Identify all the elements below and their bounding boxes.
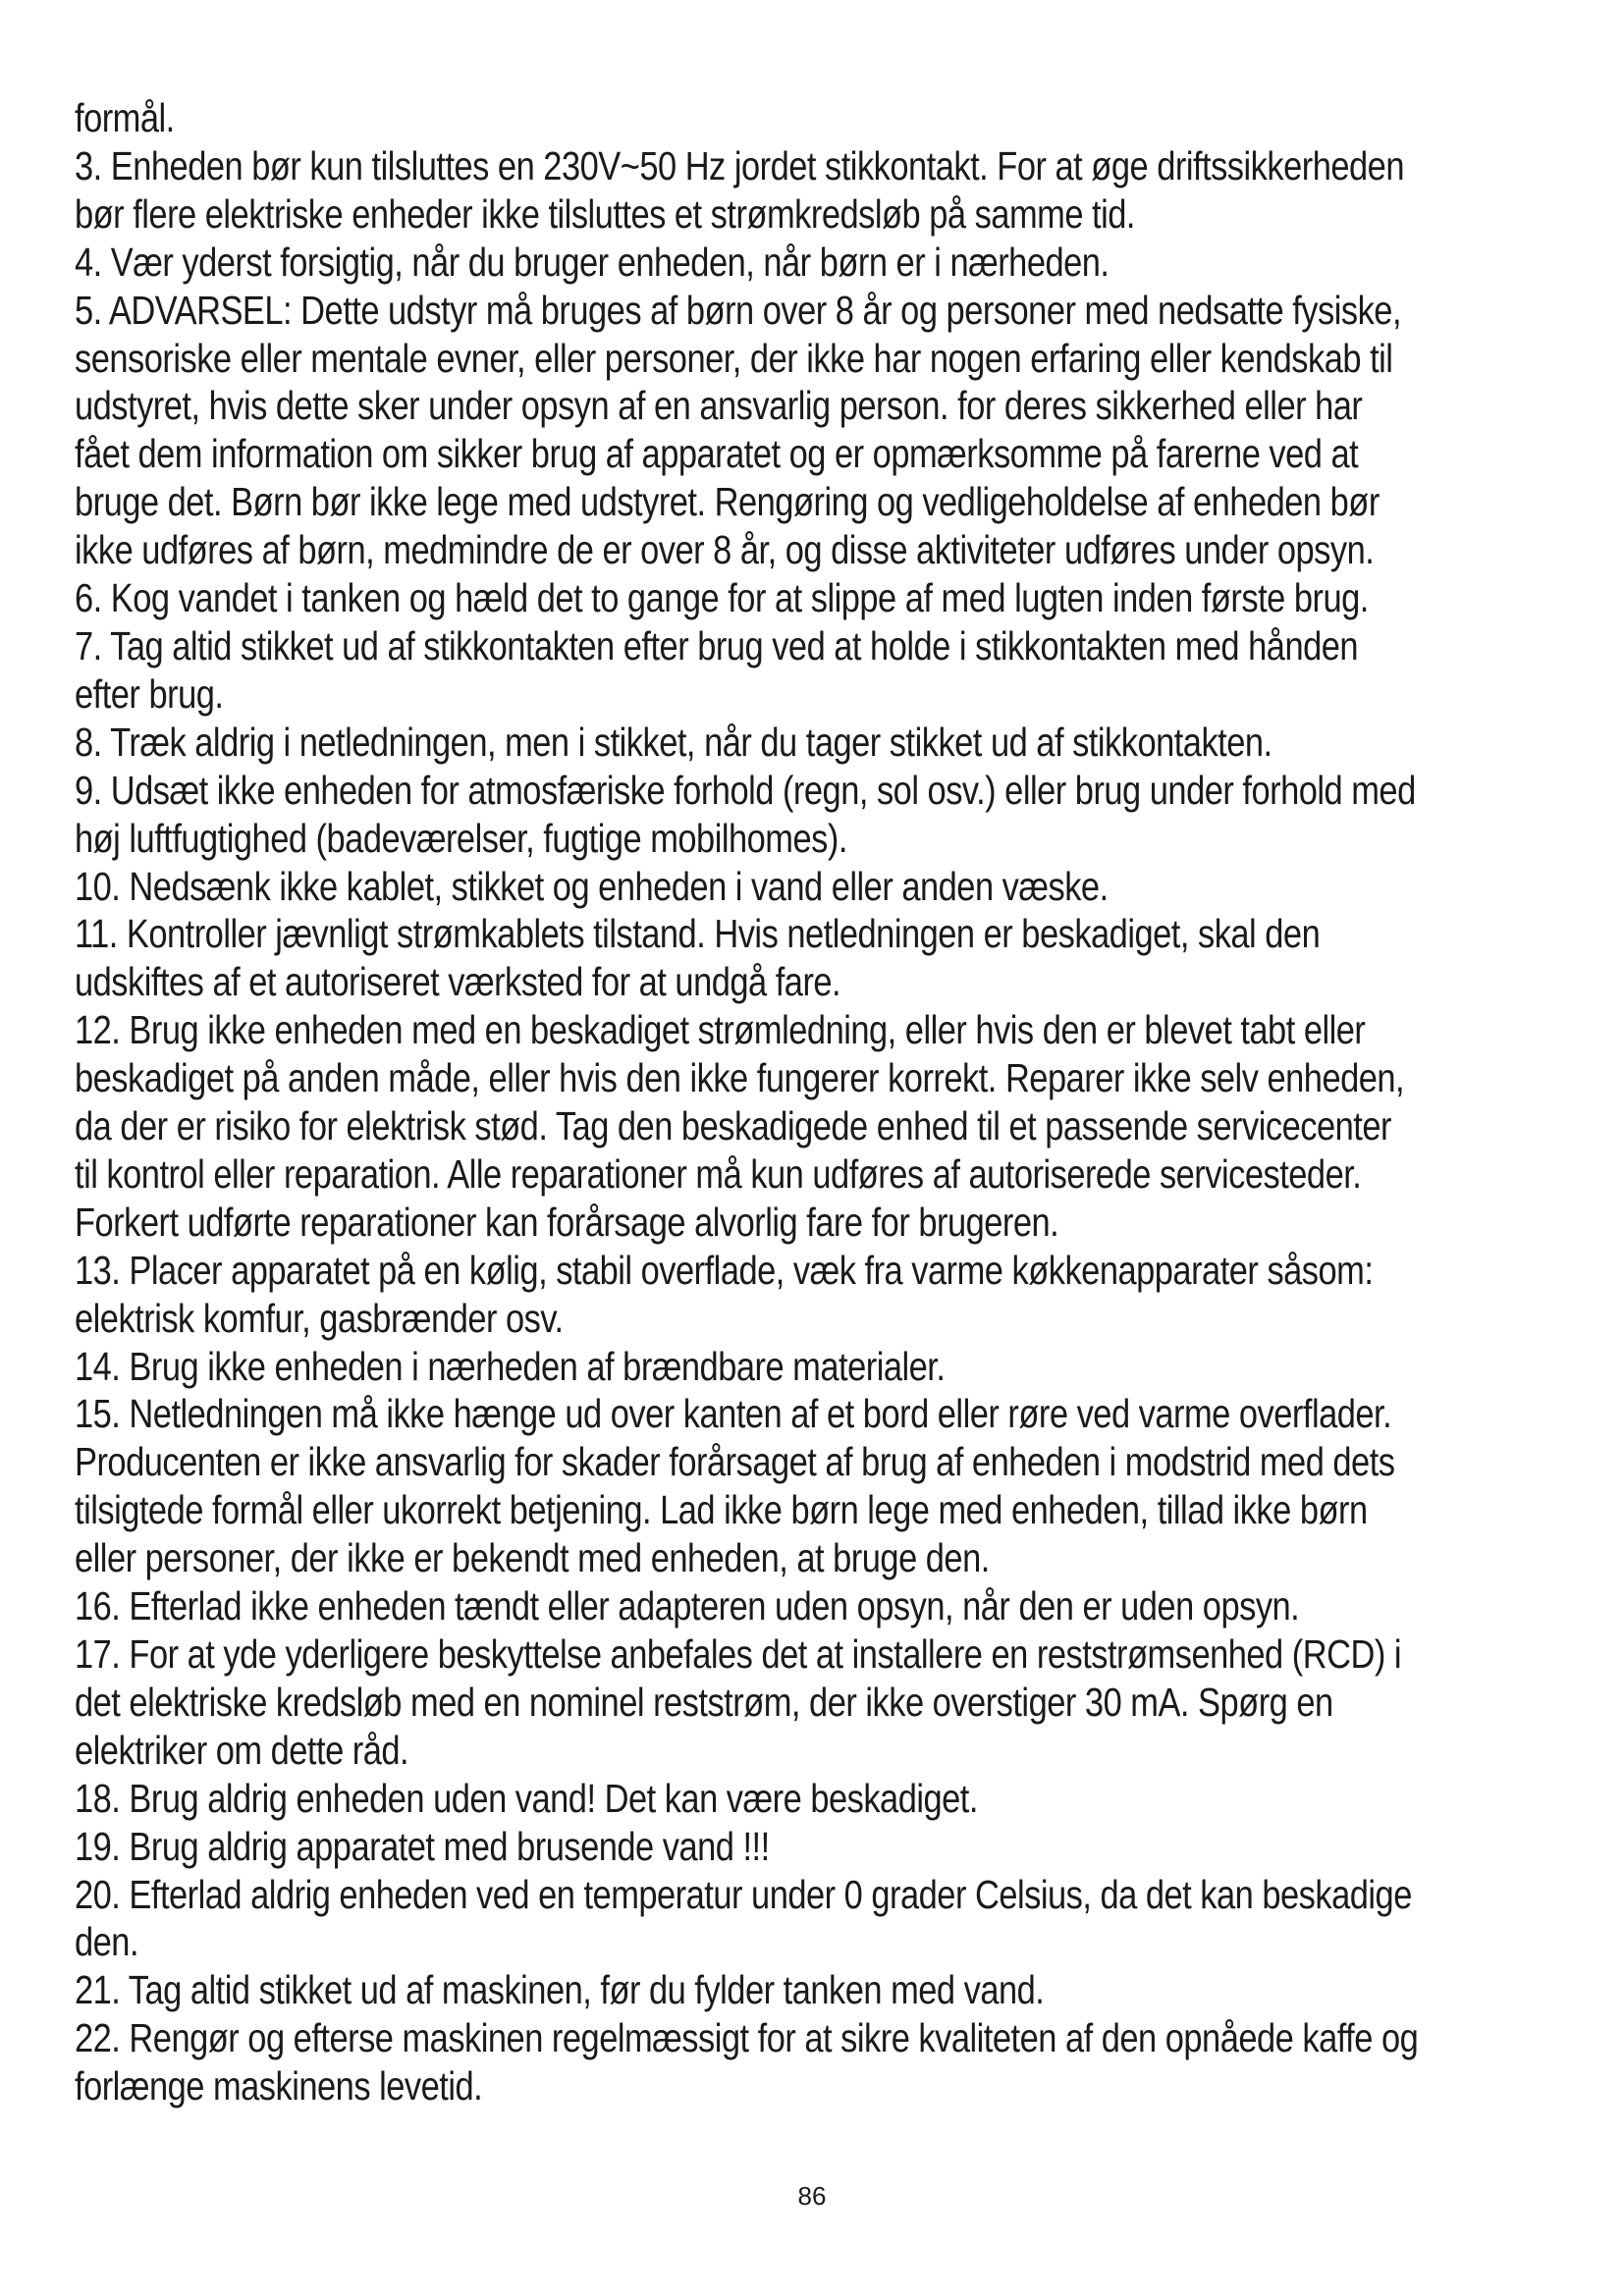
document-body <box>75 94 1577 2110</box>
text-line: udstyret, hvis dette sker under opsyn af en ansvarlig person. for deres sikkerhed eller har <box>75 383 1363 429</box>
text-line: 3. Enheden bør kun tilsluttes en 230V~50 Hz jordet stikkontakt. For at øge driftssikkerheden <box>75 142 1404 188</box>
text-line: bør flere elektriske enheder ikke tilsluttes et strømkredsløb på samme tid. <box>75 190 1135 237</box>
text-line: 15. Netledningen må ikke hænge ud over kanten af et bord eller røre ved varme overflader. <box>75 1391 1392 1437</box>
text-line: 17. For at yde yderligere beskyttelse anbefales det at installere en reststrømsenhed (RCD) i <box>75 1631 1402 1677</box>
text-line: 18. Brug aldrig enheden uden vand! Det kan være beskadiget. <box>75 1775 978 1821</box>
text-line: 22. Rengør og efterse maskinen regelmæssigt for at sikre kvaliteten af den opnåede kaffe og <box>75 2015 1419 2061</box>
text-line: 11. Kontroller jævnligt strømkablets tilstand. Hvis netledningen er beskadiget, skal den <box>75 911 1321 957</box>
text-line: eller personer, der ikke er bekendt med enheden, at bruge den. <box>75 1535 990 1581</box>
page-number: 86 <box>797 2181 827 2211</box>
text-line: formål. <box>75 95 175 140</box>
text-line: efter brug. <box>75 670 224 717</box>
text-line: 9. Udsæt ikke enheden for atmosfæriske forhold (regn, sol osv.) eller brug under forhold med <box>75 767 1416 813</box>
text-line: 12. Brug ikke enheden med en beskadiget strømledning, eller hvis den er blevet tabt eller <box>75 1007 1366 1053</box>
text-line: bruge det. Børn bør ikke lege med udstyret. Rengøring og vedligeholdelse af enheden bør <box>75 479 1380 525</box>
text-line: elektrisk komfur, gasbrænder osv. <box>75 1295 564 1341</box>
text-line: 19. Brug aldrig apparatet med brusende vand !!! <box>75 1823 770 1869</box>
text-line: 10. Nedsænk ikke kablet, stikket og enheden i vand eller anden væske. <box>75 863 1109 909</box>
text-line: 4. Vær yderst forsigtig, når du bruger enheden, når børn er i nærheden. <box>75 239 1110 285</box>
text-line: ikke udføres af børn, medmindre de er over 8 år, og disse aktiviteter udføres under opsyn. <box>75 527 1375 573</box>
text-line: Producenten er ikke ansvarlig for skader forårsaget af brug af enheden i modstrid med dets <box>75 1439 1395 1485</box>
text-line: høj luftfugtighed (badeværelser, fugtige mobilhomes). <box>75 815 847 861</box>
text-line: forlænge maskinens levetid. <box>75 2063 483 2109</box>
text-line: 8. Træk aldrig i netledningen, men i stikket, når du tager stikket ud af stikkontakten. <box>75 719 1272 765</box>
text-line: fået dem information om sikker brug af apparatet og er opmærksomme på farerne ved at <box>75 431 1359 477</box>
text-line: beskadiget på anden måde, eller hvis den ikke fungerer korrekt. Reparer ikke selv enheden, <box>75 1055 1405 1101</box>
text-line: udskiftes af et autoriseret værksted for at undgå fare. <box>75 959 841 1005</box>
text-line: da der er risiko for elektrisk stød. Tag den beskadigede enhed til et passende servicecenter <box>75 1103 1391 1149</box>
text-line: 13. Placer apparatet på en kølig, stabil overflade, væk fra varme køkkenapparater såsom: <box>75 1247 1374 1293</box>
text-line: sensoriske eller mentale evner, eller personer, der ikke har nogen erfaring eller kendskab til <box>75 335 1393 381</box>
text-line: det elektriske kredsløb med en nominel reststrøm, der ikke overstiger 30 mA. Spørg en <box>75 1679 1333 1725</box>
text-line: 21. Tag altid stikket ud af maskinen, før du fylder tanken med vand. <box>75 1967 1045 2013</box>
text-line: Forkert udførte reparationer kan forårsage alvorlig fare for brugeren. <box>75 1199 1059 1245</box>
text-line: 6. Kog vandet i tanken og hæld det to gange for at slippe af med lugten inden første brug. <box>75 575 1369 621</box>
text-line: til kontrol eller reparation. Alle reparationer må kun udføres af autoriserede servicesteder. <box>75 1150 1362 1197</box>
text-line: 7. Tag altid stikket ud af stikkontakten efter brug ved at holde i stikkontakten med hånden <box>75 622 1359 668</box>
text-line: tilsigtede formål eller ukorrekt betjening. Lad ikke børn lege med enheden, tillad ikke børn <box>75 1487 1368 1533</box>
text-line: 5. ADVARSEL: Dette udstyr må bruges af børn over 8 år og personer med nedsatte fysiske, <box>75 287 1402 333</box>
text-line: den. <box>75 1919 139 1965</box>
text-line: 20. Efterlad aldrig enheden ved en temperatur under 0 grader Celsius, da det kan beskadige <box>75 1871 1412 1917</box>
text-line: 16. Efterlad ikke enheden tændt eller adapteren uden opsyn, når den er uden opsyn. <box>75 1583 1300 1629</box>
text-line: elektriker om dette råd. <box>75 1727 409 1773</box>
text-line: 14. Brug ikke enheden i nærheden af brændbare materialer. <box>75 1343 946 1389</box>
